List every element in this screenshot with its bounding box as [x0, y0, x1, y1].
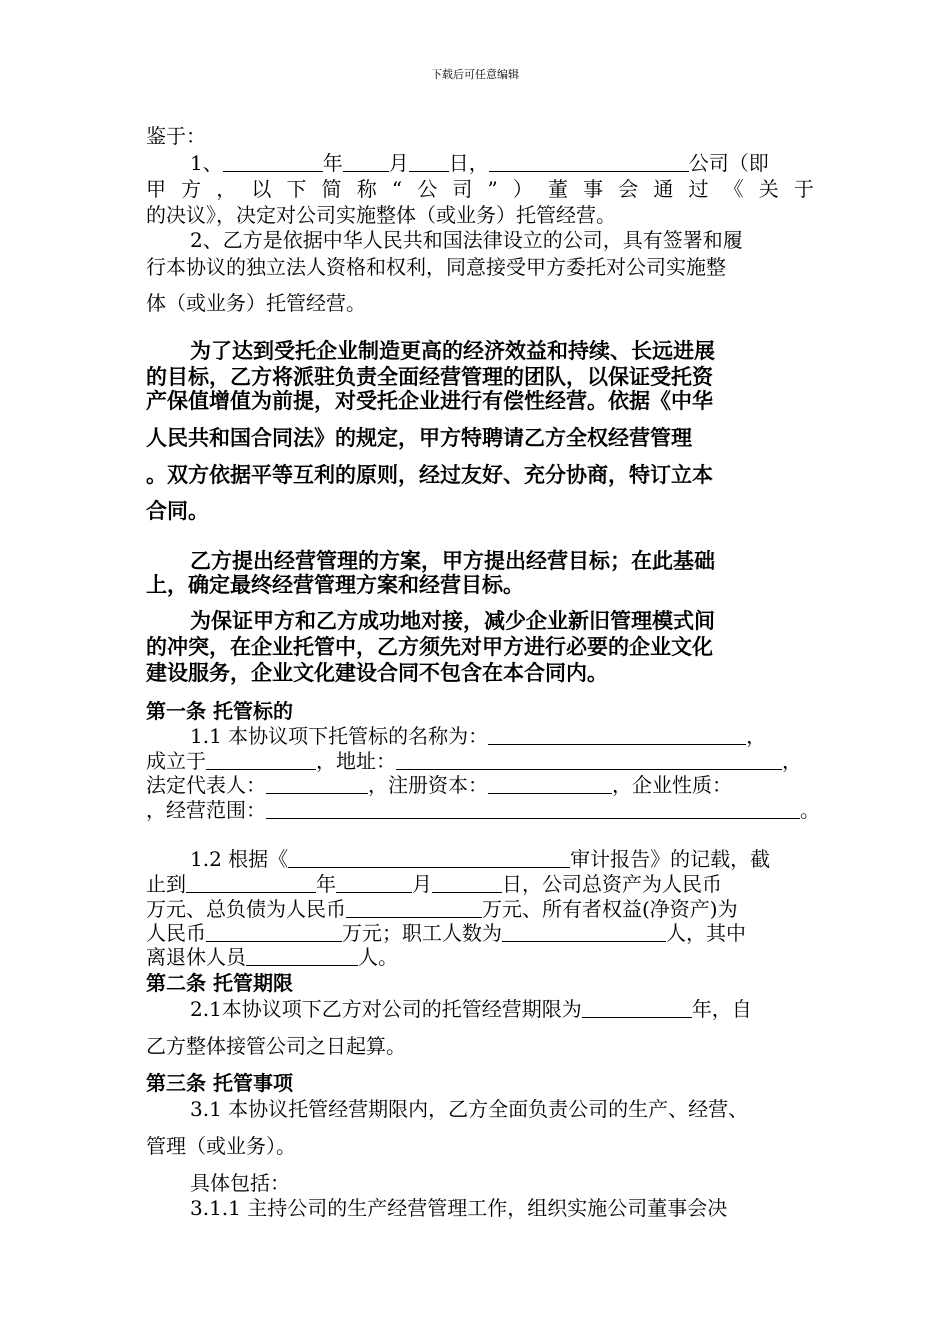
blank-field[interactable] — [246, 947, 358, 966]
rmb-label: 人民币 — [146, 921, 206, 945]
clause-1-2-line-5 — [146, 946, 398, 968]
recital-2-line-1: 2、乙方是依据中华人民共和国法律设立的公司，具有签署和履 — [190, 228, 743, 252]
clause-1-2-label: 1.2 根据《 — [190, 847, 289, 871]
total-assets-label: 日，公司总资产为人民币 — [502, 872, 722, 896]
justified-char: ” — [487, 177, 498, 201]
clause-1-1-line-3 — [146, 774, 732, 796]
purpose-line-6: 合同。 — [146, 498, 209, 523]
scope-label: ，经营范围： — [146, 798, 266, 822]
plan-line-1: 乙方提出经营管理的方案，甲方提出经营目标；在此基础 — [190, 548, 715, 573]
blank-field[interactable] — [206, 923, 342, 942]
justified-char: 事 — [583, 177, 604, 201]
month-label: 月 — [412, 872, 432, 896]
culture-line-3: 建设服务，企业文化建设合同不包含在本合同内。 — [146, 660, 608, 685]
company-label: 公司（即 — [688, 151, 769, 175]
purpose-line-3: 产保值增值为前提，对受托企业进行有偿性经营。依据《中华 — [146, 388, 713, 413]
page-header: 下载后可任意编辑 — [431, 68, 519, 81]
recital-1-line — [190, 152, 769, 174]
period: 。 — [800, 798, 820, 822]
clause-3-1-line-2: 管理（或业务）。 — [146, 1134, 296, 1158]
clause-2-1 — [190, 998, 752, 1020]
justified-char: 简 — [321, 177, 342, 201]
justified-char: 会 — [618, 177, 639, 201]
capital-label: ，注册资本： — [368, 773, 488, 797]
purpose-line-1: 为了达到受托企业制造更高的经济效益和持续、长远进展 — [190, 338, 715, 363]
justified-char: ） — [512, 177, 533, 201]
article-3-heading: 第三条 托管事项 — [146, 1071, 293, 1095]
clause-1-1-label: 1.1 本协议项下托管标的名称为： — [190, 724, 489, 748]
recital-2-line-3: 体（或业务）托管经营。 — [146, 291, 366, 315]
blank-field[interactable] — [582, 999, 692, 1018]
years-from-label: 年，自 — [691, 997, 752, 1021]
justified-char: 下 — [286, 177, 307, 201]
blank-field[interactable] — [432, 874, 502, 893]
blank-field[interactable] — [186, 874, 316, 893]
clause-1-2-line-4 — [146, 922, 746, 944]
justified-char: 于 — [793, 177, 814, 201]
justified-char: 《 — [723, 177, 744, 201]
blank-field[interactable] — [206, 751, 316, 770]
clause-1-1 — [190, 725, 766, 747]
justified-char: 称 — [356, 177, 377, 201]
blank-field[interactable] — [488, 775, 612, 794]
justified-char: 董 — [547, 177, 568, 201]
blank-field[interactable] — [266, 800, 800, 819]
blank-field[interactable] — [409, 153, 449, 172]
justified-char: 方 — [181, 177, 202, 201]
clause-1-1-line-4 — [146, 799, 820, 821]
blank-field[interactable] — [502, 923, 666, 942]
comma: ， — [746, 724, 767, 748]
justified-char: 关 — [758, 177, 779, 201]
clause-3-1-1: 3.1.1 主持公司的生产经营管理工作，组织实施公司董事会决 — [190, 1196, 728, 1220]
plan-line-2: 上，确定最终经营管理方案和经营目标。 — [146, 572, 524, 597]
term-label: 2.1本协议项下乙方对公司的托管经营期限为 — [190, 997, 582, 1021]
clause-2-1-line-2: 乙方整体接管公司之日起算。 — [146, 1034, 406, 1058]
blank-field[interactable] — [223, 153, 323, 172]
recital-1-number: 1、 — [190, 151, 223, 175]
justified-char: 过 — [688, 177, 709, 201]
blank-field[interactable] — [266, 775, 368, 794]
purpose-line-5: 。双方依据平等互利的原则，经过友好、充分协商，特订立本 — [146, 462, 713, 487]
culture-line-2: 的冲突，在企业托管中，乙方须先对甲方进行必要的企业文化 — [146, 634, 713, 659]
equity-label: 万元、所有者权益(净资产)为 — [482, 897, 738, 921]
blank-field[interactable] — [396, 751, 782, 770]
justified-char: 公 — [417, 177, 438, 201]
nature-label: ，企业性质： — [612, 773, 732, 797]
of-which-label: 人，其中 — [666, 921, 746, 945]
persons-label: 人。 — [358, 945, 398, 969]
year-label: 年 — [322, 151, 343, 175]
clause-1-1-line-2 — [146, 750, 802, 772]
justified-char: “ — [391, 177, 403, 201]
justified-char: 甲 — [146, 177, 166, 201]
clause-1-2-line-1 — [190, 848, 770, 870]
blank-field[interactable] — [346, 899, 482, 918]
purpose-line-4: 人民共和国合同法》的规定，甲方特聘请乙方全权经营管理 — [146, 425, 692, 450]
justified-char: ， — [216, 177, 237, 201]
month-label: 月 — [388, 151, 409, 175]
recital-2-line-2: 行本协议的独立法人资格和权利，同意接受甲方委托对公司实施整 — [146, 255, 726, 279]
legal-rep-label: 法定代表人： — [146, 773, 266, 797]
audit-report-label: 审计报告》的记载，截 — [570, 847, 771, 871]
specifics-label: 具体包括： — [190, 1171, 290, 1195]
comma: ， — [782, 749, 802, 773]
blank-field[interactable] — [336, 874, 412, 893]
day-label: 日， — [448, 151, 489, 175]
purpose-line-2: 的目标，乙方将派驻负责全面经营管理的团队，以保证受托资 — [146, 364, 713, 389]
justified-char: 司 — [452, 177, 473, 201]
clause-1-2-line-3 — [146, 898, 738, 920]
recital-1-end: 的决议》，决定对公司实施整体（或业务）托管经营。 — [146, 203, 616, 227]
culture-line-1: 为保证甲方和乙方成功地对接，减少企业新旧管理模式间 — [190, 608, 715, 633]
year-label: 年 — [316, 872, 336, 896]
address-label: ，地址： — [316, 749, 396, 773]
as-of-label: 止到 — [146, 872, 186, 896]
justified-char: 通 — [653, 177, 674, 201]
recital-1-justified-line — [146, 178, 814, 200]
blank-field[interactable] — [343, 153, 389, 172]
clause-3-1: 3.1 本协议托管经营期限内，乙方全面负责公司的生产、经营、 — [190, 1097, 749, 1121]
blank-field[interactable] — [489, 153, 689, 172]
retired-label: 离退休人员 — [146, 945, 246, 969]
blank-field[interactable] — [288, 849, 570, 868]
established-label: 成立于 — [146, 749, 206, 773]
article-1-heading: 第一条 托管标的 — [146, 699, 293, 723]
recital-heading: 鉴于： — [146, 124, 206, 148]
total-liabilities-label: 万元、总负债为人民币 — [146, 897, 346, 921]
clause-1-2-line-2 — [146, 873, 722, 895]
justified-char: 以 — [251, 177, 272, 201]
blank-field[interactable] — [488, 726, 746, 745]
article-2-heading: 第二条 托管期限 — [146, 971, 293, 995]
employees-label: 万元；职工人数为 — [342, 921, 502, 945]
